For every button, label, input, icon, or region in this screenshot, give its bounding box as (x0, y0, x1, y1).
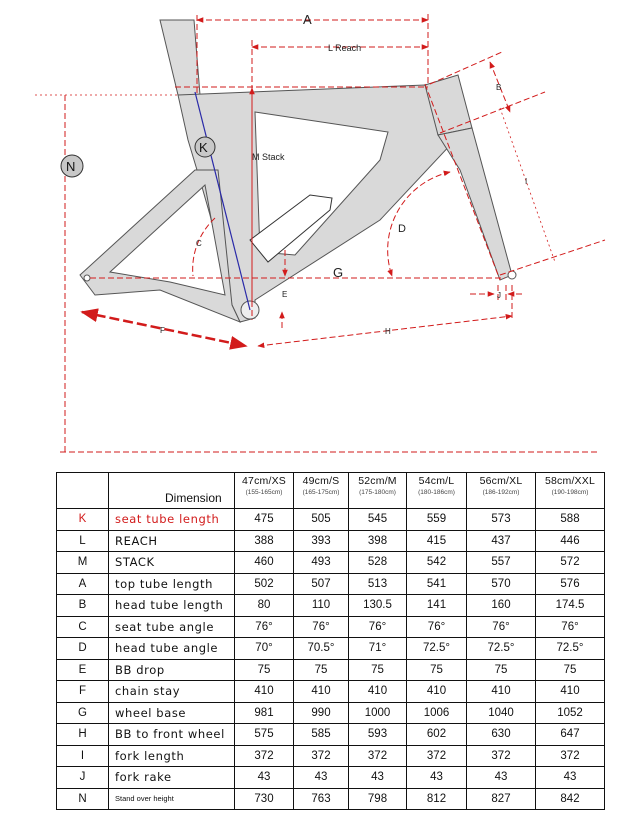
row-value: 174.5 (536, 595, 605, 617)
row-value: 76° (294, 616, 349, 638)
row-value: 372 (536, 745, 605, 767)
row-value: 1000 (349, 702, 407, 724)
row-value: 557 (467, 552, 536, 574)
row-value: 388 (235, 530, 294, 552)
row-value: 76° (235, 616, 294, 638)
label-J: J (497, 291, 501, 300)
row-key: F (57, 681, 109, 703)
row-value: 575 (235, 724, 294, 746)
row-value: 410 (349, 681, 407, 703)
row-value: 730 (235, 788, 294, 810)
row-value: 460 (235, 552, 294, 574)
row-label: REACH (109, 530, 235, 552)
row-value: 393 (294, 530, 349, 552)
row-value: 410 (407, 681, 467, 703)
table-row (57, 659, 605, 681)
row-value: 76° (349, 616, 407, 638)
table-row (57, 767, 605, 789)
row-label: head tube length (109, 595, 235, 617)
row-value: 71° (349, 638, 407, 660)
row-value: 372 (467, 745, 536, 767)
label-N-badge (61, 155, 83, 177)
row-value: 763 (294, 788, 349, 810)
row-value: 437 (467, 530, 536, 552)
row-key: I (57, 745, 109, 767)
row-value: 647 (536, 724, 605, 746)
row-key: A (57, 573, 109, 595)
row-value: 43 (235, 767, 294, 789)
table-row (57, 595, 605, 617)
row-label: STACK (109, 552, 235, 574)
row-key: B (57, 595, 109, 617)
row-value: 842 (536, 788, 605, 810)
geometry-table (56, 472, 605, 810)
row-value: 602 (407, 724, 467, 746)
size-header: 52cm/M (175-180cm) (349, 473, 407, 509)
row-key: K (57, 509, 109, 531)
row-value: 72.5° (536, 638, 605, 660)
row-value: 573 (467, 509, 536, 531)
dimension-header: Dimension (109, 473, 235, 509)
row-value: 43 (467, 767, 536, 789)
table-row (57, 616, 605, 638)
row-value: 812 (407, 788, 467, 810)
row-key: G (57, 702, 109, 724)
label-K: K (199, 140, 208, 155)
row-value: 585 (294, 724, 349, 746)
row-value: 43 (536, 767, 605, 789)
table-row (57, 745, 605, 767)
row-value: 372 (407, 745, 467, 767)
row-value: 75 (536, 659, 605, 681)
row-value: 505 (294, 509, 349, 531)
row-value: 372 (294, 745, 349, 767)
row-key: J (57, 767, 109, 789)
row-value: 76° (536, 616, 605, 638)
row-label: fork rake (109, 767, 235, 789)
row-value: 372 (235, 745, 294, 767)
table-row (57, 702, 605, 724)
label-G: G (333, 265, 344, 280)
row-value: 990 (294, 702, 349, 724)
label-H: H (385, 327, 391, 336)
row-value: 559 (407, 509, 467, 531)
label-N: N (66, 159, 76, 174)
row-label: BB to front wheel (109, 724, 235, 746)
table-header-row (57, 473, 605, 509)
table-row (57, 724, 605, 746)
row-value: 410 (235, 681, 294, 703)
row-key: M (57, 552, 109, 574)
row-label: fork length (109, 745, 235, 767)
size-header: 56cm/XL (186-192cm) (467, 473, 536, 509)
row-value: 570 (467, 573, 536, 595)
label-C: C (196, 239, 202, 248)
row-value: 572 (536, 552, 605, 574)
row-value: 588 (536, 509, 605, 531)
row-value: 43 (294, 767, 349, 789)
row-value: 70.5° (294, 638, 349, 660)
row-value: 502 (235, 573, 294, 595)
label-I: I (525, 177, 528, 186)
row-value: 75 (235, 659, 294, 681)
row-label: wheel base (109, 702, 235, 724)
row-value: 43 (407, 767, 467, 789)
row-value: 1040 (467, 702, 536, 724)
row-label: seat tube length (109, 509, 235, 531)
table-row (57, 530, 605, 552)
row-key: H (57, 724, 109, 746)
row-key: E (57, 659, 109, 681)
row-value: 415 (407, 530, 467, 552)
row-value: 372 (349, 745, 407, 767)
row-value: 593 (349, 724, 407, 746)
row-value: 1052 (536, 702, 605, 724)
size-header: 58cm/XXL (190-198cm) (536, 473, 605, 509)
row-value: 528 (349, 552, 407, 574)
bike-frame (80, 20, 516, 322)
row-value: 76° (467, 616, 536, 638)
row-label: top tube length (109, 573, 235, 595)
row-value: 507 (294, 573, 349, 595)
row-value: 827 (467, 788, 536, 810)
row-value: 75 (407, 659, 467, 681)
row-value: 75 (294, 659, 349, 681)
size-header: 47cm/XS (155-165cm) (235, 473, 294, 509)
label-L-reach: L Reach (328, 43, 362, 53)
row-key: L (57, 530, 109, 552)
row-value: 141 (407, 595, 467, 617)
row-value: 1006 (407, 702, 467, 724)
label-A: A (303, 12, 312, 27)
row-label: BB drop (109, 659, 235, 681)
row-value: 75 (467, 659, 536, 681)
row-value: 80 (235, 595, 294, 617)
row-value: 446 (536, 530, 605, 552)
table-row (57, 552, 605, 574)
label-E: E (282, 290, 288, 299)
row-value: 72.5° (467, 638, 536, 660)
size-header: 54cm/L (180-186cm) (407, 473, 467, 509)
row-value: 493 (294, 552, 349, 574)
row-value: 70° (235, 638, 294, 660)
label-B: B (496, 83, 502, 92)
row-value: 541 (407, 573, 467, 595)
row-key: C (57, 616, 109, 638)
row-label: chain stay (109, 681, 235, 703)
table-row (57, 638, 605, 660)
row-value: 110 (294, 595, 349, 617)
label-K-badge (195, 137, 215, 157)
size-header: 49cm/S (165-175cm) (294, 473, 349, 509)
row-value: 576 (536, 573, 605, 595)
table-row (57, 681, 605, 703)
key-header (57, 473, 109, 509)
row-value: 160 (467, 595, 536, 617)
row-value: 76° (407, 616, 467, 638)
label-F: F (160, 326, 165, 335)
table-row (57, 788, 605, 810)
row-label: Stand over height (109, 788, 235, 810)
row-value: 410 (536, 681, 605, 703)
row-value: 542 (407, 552, 467, 574)
row-value: 475 (235, 509, 294, 531)
label-D: D (398, 223, 406, 235)
row-value: 130.5 (349, 595, 407, 617)
row-value: 75 (349, 659, 407, 681)
label-M-stack: M Stack (252, 152, 285, 162)
row-label: seat tube angle (109, 616, 235, 638)
row-value: 545 (349, 509, 407, 531)
row-value: 72.5° (407, 638, 467, 660)
table-row (57, 509, 605, 531)
row-value: 630 (467, 724, 536, 746)
table-row (57, 573, 605, 595)
row-value: 43 (349, 767, 407, 789)
row-value: 513 (349, 573, 407, 595)
row-value: 398 (349, 530, 407, 552)
row-value: 410 (467, 681, 536, 703)
row-value: 798 (349, 788, 407, 810)
row-value: 410 (294, 681, 349, 703)
row-key: D (57, 638, 109, 660)
row-label: head tube angle (109, 638, 235, 660)
row-key: N (57, 788, 109, 810)
row-value: 981 (235, 702, 294, 724)
